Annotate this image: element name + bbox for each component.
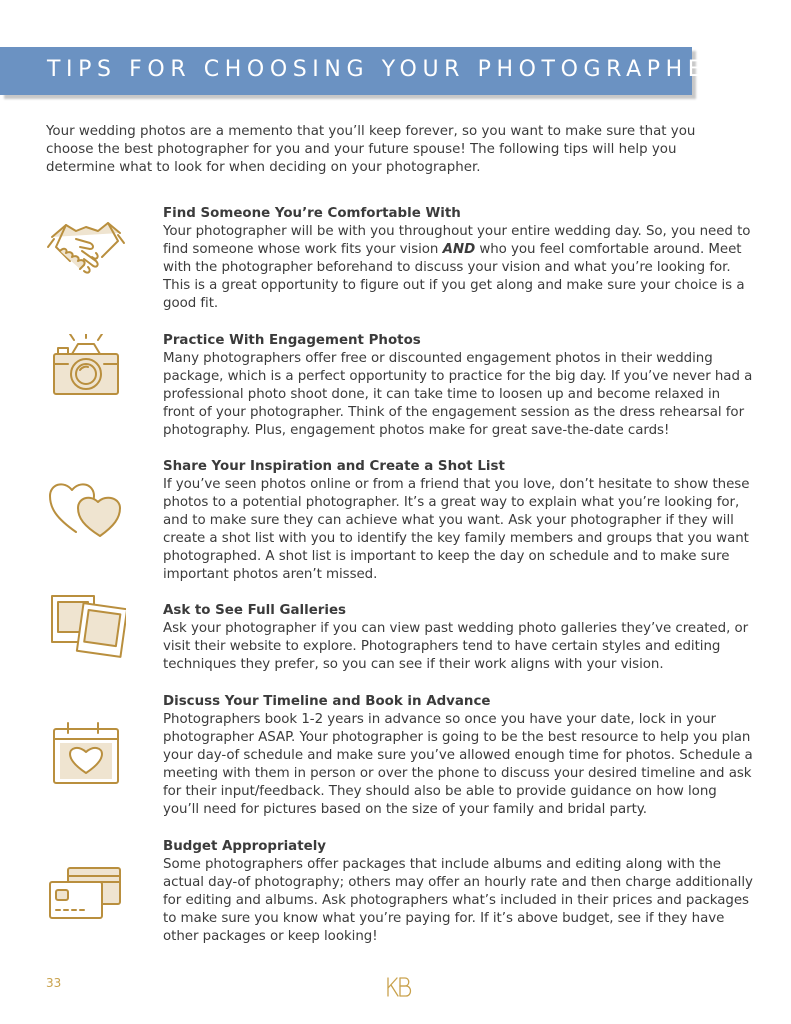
tip-body-part: Your photographer will be with you throughout your entire wedding day. So, you need to find someone whose work fits your vision — [163, 224, 751, 257]
camera-icon — [46, 334, 126, 414]
calendar-heart-icon — [46, 721, 126, 801]
photos-icon — [46, 590, 126, 670]
page-number: 33 — [46, 976, 62, 990]
tip-heading: Discuss Your Timeline and Book in Advance — [163, 694, 491, 709]
handshake-icon — [46, 217, 126, 297]
intro-paragraph: Your wedding photos are a memento that you’ll keep forever, so you want to make sure that you choose the best photographer for you and your future spouse! The following tips will help you determine what to look for when deciding on your photographer. — [46, 124, 696, 175]
tip-text — [163, 693, 755, 819]
tip-text — [163, 332, 755, 440]
tip-body: Some photographers offer packages that include albums and editing along with the actual day-of photography; others may offer an hourly rate and then charge additionally for editing and albums. Ask photographers what’s included in their prices and packages to make sure you know what you’re paying for. If it’s above budget, see if they have other packages or keep looking! — [163, 857, 753, 944]
tip-text — [163, 602, 755, 674]
tip-body: Photographers book 1-2 years in advance so once you have your date, lock in your photographer ASAP. Your photographer is going to be the best resource to help you plan your day-of schedule and make sure you’ve allowed enough time for photos. Schedule a meeting with them in person or over the phone to discuss your desired timeline and ask for their input/feedback. They should also be able to provide guidance on how long you’ll need for pictures based on the size of your family and bridal party. — [163, 712, 753, 817]
tip-text — [163, 838, 755, 946]
tip-heading: Budget Appropriately — [163, 839, 327, 854]
tip-body — [163, 223, 755, 313]
tip-body: Many photographers offer free or discounted engagement photos in their wedding package, which is a perfect opportunity to practice for the big day. If you’ve never had a professional photo shoot done, it can take time to loosen up and become relaxed in front of your photographer. Think of the engagement session as the dress rehearsal for photography. Plus, engagement photos make for great save-the-date cards! — [163, 351, 753, 438]
credit-cards-icon — [46, 866, 126, 946]
tip-body: If you’ve seen photos online or from a friend that you love, don’t hesitate to show these photos to a potential photographer. It’s a great way to explain what you’re looking for, and to make sure they can achieve what you want. Ask your photographer if they will create a shot list with you to identify the key family members and groups that you want photographed. A shot list is important to keep the day on schedule and to make sure important photos aren’t missed. — [163, 477, 750, 582]
hearts-icon — [46, 476, 126, 556]
tip-heading: Share Your Inspiration and Create a Shot List — [163, 459, 505, 474]
tip-heading: Find Someone You’re Comfortable With — [163, 206, 461, 221]
tip-heading: Ask to See Full Galleries — [163, 603, 347, 618]
tip-heading: Practice With Engagement Photos — [163, 333, 421, 348]
tip-body-part: who you feel comfortable around. Meet with the photographer beforehand to discuss your vision and what you’re looking for. This is a great opportunity to figure out if you get along and make sure your choice is a good fit. — [163, 242, 745, 311]
tip-text — [163, 205, 755, 313]
kb-logo — [385, 976, 413, 998]
tip-text — [163, 458, 755, 584]
tip-body-emphasis: AND — [442, 242, 476, 257]
tip-body: Ask your photographer if you can view past wedding photo galleries they’ve created, or visit their website to explore. Photographers tend to have certain styles and editing techniques they prefer, so you can see if their work aligns with your vision. — [163, 621, 749, 672]
page-title: TIPS FOR CHOOSING YOUR PHOTOGRAPHER — [47, 57, 729, 82]
title-banner — [0, 47, 729, 95]
